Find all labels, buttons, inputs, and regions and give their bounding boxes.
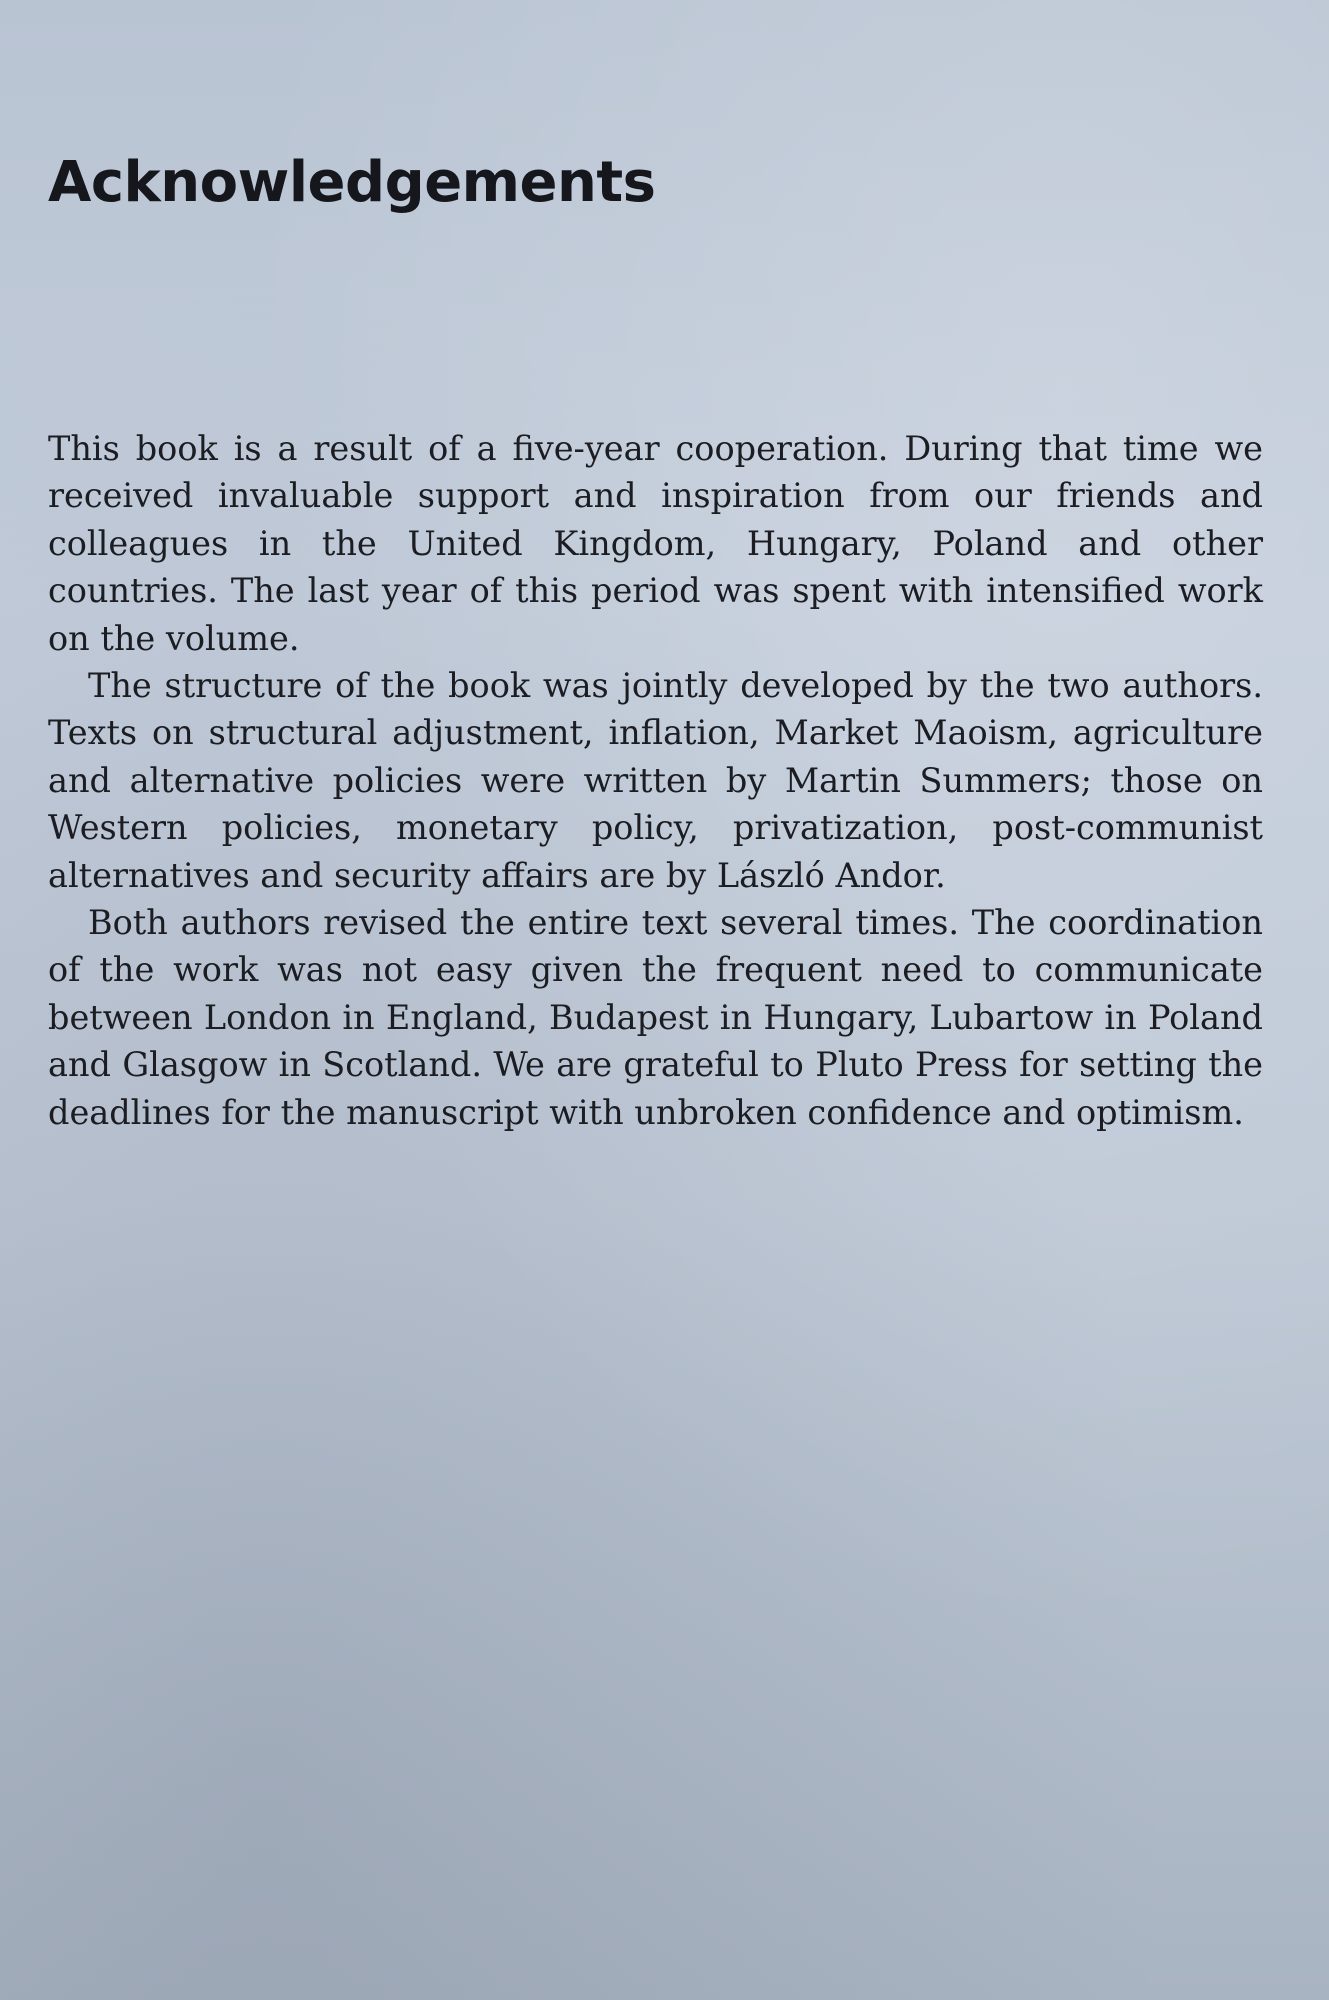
acknowledgements-body (48, 425, 1263, 1136)
paragraph-1: This book is a result of a five-year cooperation. During that time we received invaluable support and inspiration from our friends and colleagues in the United Kingdom, Hungary, Poland and other countries. The last year of this period was spent with intensified work on the volume. (48, 429, 1263, 658)
paragraph-3: Both authors revised the entire text several times. The coordination of the work was not easy given the frequent need to communicate between London in England, Budapest in Hungary, Lubartow in Poland and Glasgow in Scotland. We are grateful to Pluto Press for setting the deadlines for the manuscript with unbroken confidence and optimism. (48, 903, 1263, 1132)
paragraph-2: The structure of the book was jointly developed by the two authors. Texts on structural adjustment, inflation, Market Maoism, agriculture and alternative policies were written by Martin Summers; those on Western policies, monetary policy, privatization, post-communist alternatives and security affairs are by László Andor. (48, 666, 1263, 895)
page-title: Acknowledgements (48, 150, 656, 215)
